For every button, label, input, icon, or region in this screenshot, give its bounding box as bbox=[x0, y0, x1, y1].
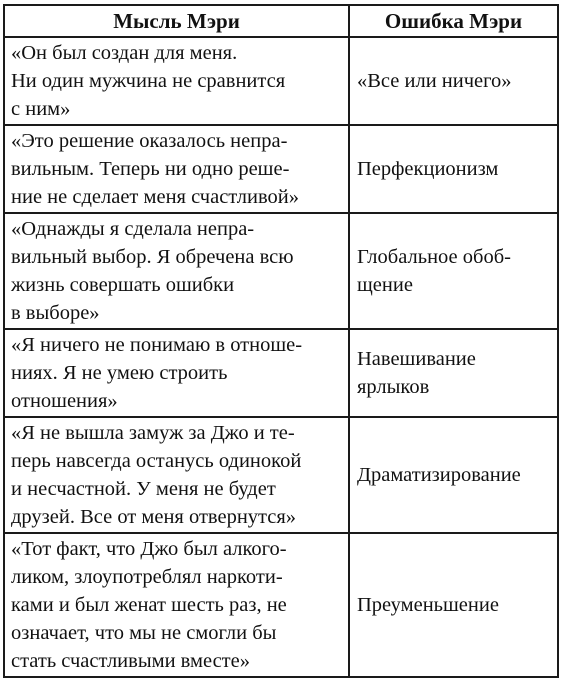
thought-cell bbox=[4, 213, 349, 329]
thought-line: Ни один мужчина не сравнится bbox=[11, 70, 286, 92]
thought-line: означает, что мы не смогли бы bbox=[11, 622, 277, 644]
table-row bbox=[4, 329, 558, 417]
header-error: Ошибка Мэри bbox=[349, 5, 558, 37]
error-line: Драматизирование bbox=[357, 464, 521, 486]
error-line: «Все или ничего» bbox=[357, 70, 512, 92]
thought-line: с ним» bbox=[11, 98, 71, 120]
error-cell bbox=[349, 329, 558, 417]
thought-line: отношения» bbox=[11, 390, 118, 412]
error-line: Перфекционизм bbox=[357, 158, 499, 180]
table-row bbox=[4, 125, 558, 213]
error-line: ярлыков bbox=[357, 376, 430, 398]
error-cell bbox=[349, 37, 558, 125]
thought-line: ками и был женат шесть раз, не bbox=[11, 594, 287, 616]
header-thought: Мысль Мэри bbox=[4, 5, 349, 37]
thought-line: в выборе» bbox=[11, 302, 100, 324]
error-line: Преуменьшение bbox=[357, 594, 499, 616]
error-cell bbox=[349, 125, 558, 213]
thought-line: «Я ничего не понимаю в отноше- bbox=[11, 334, 303, 356]
thought-line: ниях. Я не умею строить bbox=[11, 362, 228, 384]
error-line: Навешивание bbox=[357, 348, 476, 370]
thought-cell bbox=[4, 37, 349, 125]
thought-line: «Тот факт, что Джо был алкого- bbox=[11, 538, 287, 560]
error-cell bbox=[349, 213, 558, 329]
thought-line: «Он был создан для меня. bbox=[11, 42, 238, 64]
error-cell bbox=[349, 533, 558, 677]
thought-line: вильным. Теперь ни одно реше- bbox=[11, 158, 290, 180]
thought-line: ние не сделает меня счастливой» bbox=[11, 186, 299, 208]
thought-line: «Это решение оказалось непра- bbox=[11, 130, 288, 152]
table-row bbox=[4, 417, 558, 533]
error-cell bbox=[349, 417, 558, 533]
thought-line: перь навсегда останусь одинокой bbox=[11, 450, 302, 472]
error-line: Глобальное обоб- bbox=[357, 246, 511, 268]
table-row bbox=[4, 213, 558, 329]
thought-line: жизнь совершать ошибки bbox=[11, 274, 235, 296]
thought-cell bbox=[4, 125, 349, 213]
thought-line: друзей. Все от меня отвернутся» bbox=[11, 506, 297, 528]
thought-line: вильный выбор. Я обречена всю bbox=[11, 246, 294, 268]
thought-line: стать счастливыми вместе» bbox=[11, 650, 250, 672]
header-row bbox=[4, 5, 558, 37]
thought-cell bbox=[4, 533, 349, 677]
table-row bbox=[4, 533, 558, 677]
thoughts-errors-table bbox=[3, 4, 559, 678]
error-line: щение bbox=[357, 274, 413, 296]
thought-cell bbox=[4, 417, 349, 533]
thought-line: «Я не вышла замуж за Джо и те- bbox=[11, 422, 295, 444]
table-header bbox=[4, 5, 558, 37]
thought-line: «Однажды я сделала непра- bbox=[11, 218, 255, 240]
thought-cell bbox=[4, 329, 349, 417]
thought-line: и несчастной. У меня не будет bbox=[11, 478, 276, 500]
table-row bbox=[4, 37, 558, 125]
table-body bbox=[4, 37, 558, 677]
thought-line: ликом, злоупотреблял наркоти- bbox=[11, 566, 283, 588]
